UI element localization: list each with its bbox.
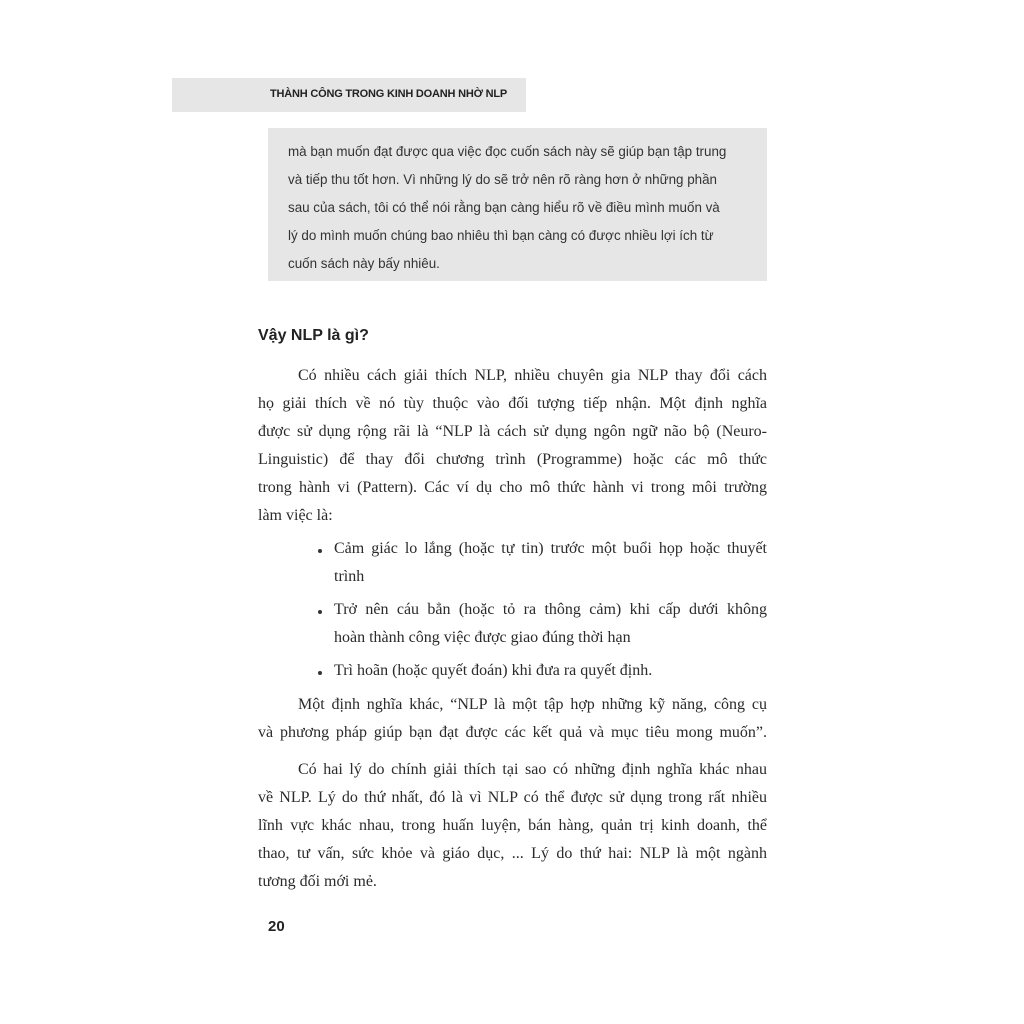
running-title: THÀNH CÔNG TRONG KINH DOANH NHỜ NLP [270,88,508,100]
paragraph-line: tương đối mới mẻ. [258,873,377,890]
bullet-line: Trì hoãn (hoặc quyết đoán) khi đưa ra quyết định. [334,662,653,679]
bullet-icon [318,610,322,614]
paragraph-line: về NLP. Lý do thứ nhất, đó là vì NLP có thể được sử dụng trong rất nhiều [258,789,767,806]
paragraph-line: được sử dụng rộng rãi là “NLP là cách sử dụng ngôn ngữ não bộ (Neuro- [258,423,767,440]
bullet-icon [318,549,322,553]
box-line: lý do mình muốn chúng bao nhiêu thì bạn càng có được nhiều lợi ích từ [288,228,714,243]
running-header [172,78,526,112]
paragraph-line: Một định nghĩa khác, “NLP là một tập hợp những kỹ năng, công cụ [298,696,767,713]
section-heading: Vậy NLP là gì? [258,327,369,344]
paragraph-line: Linguistic) để thay đổi chương trình (Programme) hoặc các mô thức [258,451,767,468]
bullet-line: trình [334,568,365,585]
box-line: sau của sách, tôi có thể nói rằng bạn càng hiểu rõ về điều mình muốn và [288,200,720,215]
box-line: mà bạn muốn đạt được qua việc đọc cuốn sách này sẽ giúp bạn tập trung [288,144,727,159]
page-number: 20 [268,918,285,935]
bullet-line: Cảm giác lo lắng (hoặc tự tin) trước một buổi họp hoặc thuyết [334,540,767,557]
paragraph-line: Có hai lý do chính giải thích tại sao có những định nghĩa khác nhau [298,761,767,778]
paragraph-line: trong hành vi (Pattern). Các ví dụ cho mô thức hành vi trong môi trường [258,479,767,496]
paragraph-line: làm việc là: [258,507,333,524]
box-line: cuốn sách này bấy nhiêu. [288,256,440,271]
paragraph-line: Có nhiều cách giải thích NLP, nhiều chuyên gia NLP thay đổi cách [298,367,767,384]
paragraph-line: lĩnh vực khác nhau, trong huấn luyện, bán hàng, quản trị kinh doanh, thể [258,817,767,834]
box-line: và tiếp thu tốt hơn. Vì những lý do sẽ trở nên rõ ràng hơn ở những phần [288,172,717,187]
paragraph-line: thao, tư vấn, sức khỏe và giáo dục, ... Lý do thứ hai: NLP là một ngành [258,845,767,862]
paragraph-line: họ giải thích về nó tùy thuộc vào đối tượng tiếp nhận. Một định nghĩa [258,395,767,412]
bullet-icon [318,671,322,675]
bullet-line: Trở nên cáu bẳn (hoặc tỏ ra thông cảm) khi cấp dưới không [334,601,767,618]
bullet-line: hoàn thành công việc được giao đúng thời hạn [334,629,631,646]
highlight-box [268,128,767,281]
paragraph-line: và phương pháp giúp bạn đạt được các kết quả và mục tiêu mong muốn”. [258,724,767,741]
